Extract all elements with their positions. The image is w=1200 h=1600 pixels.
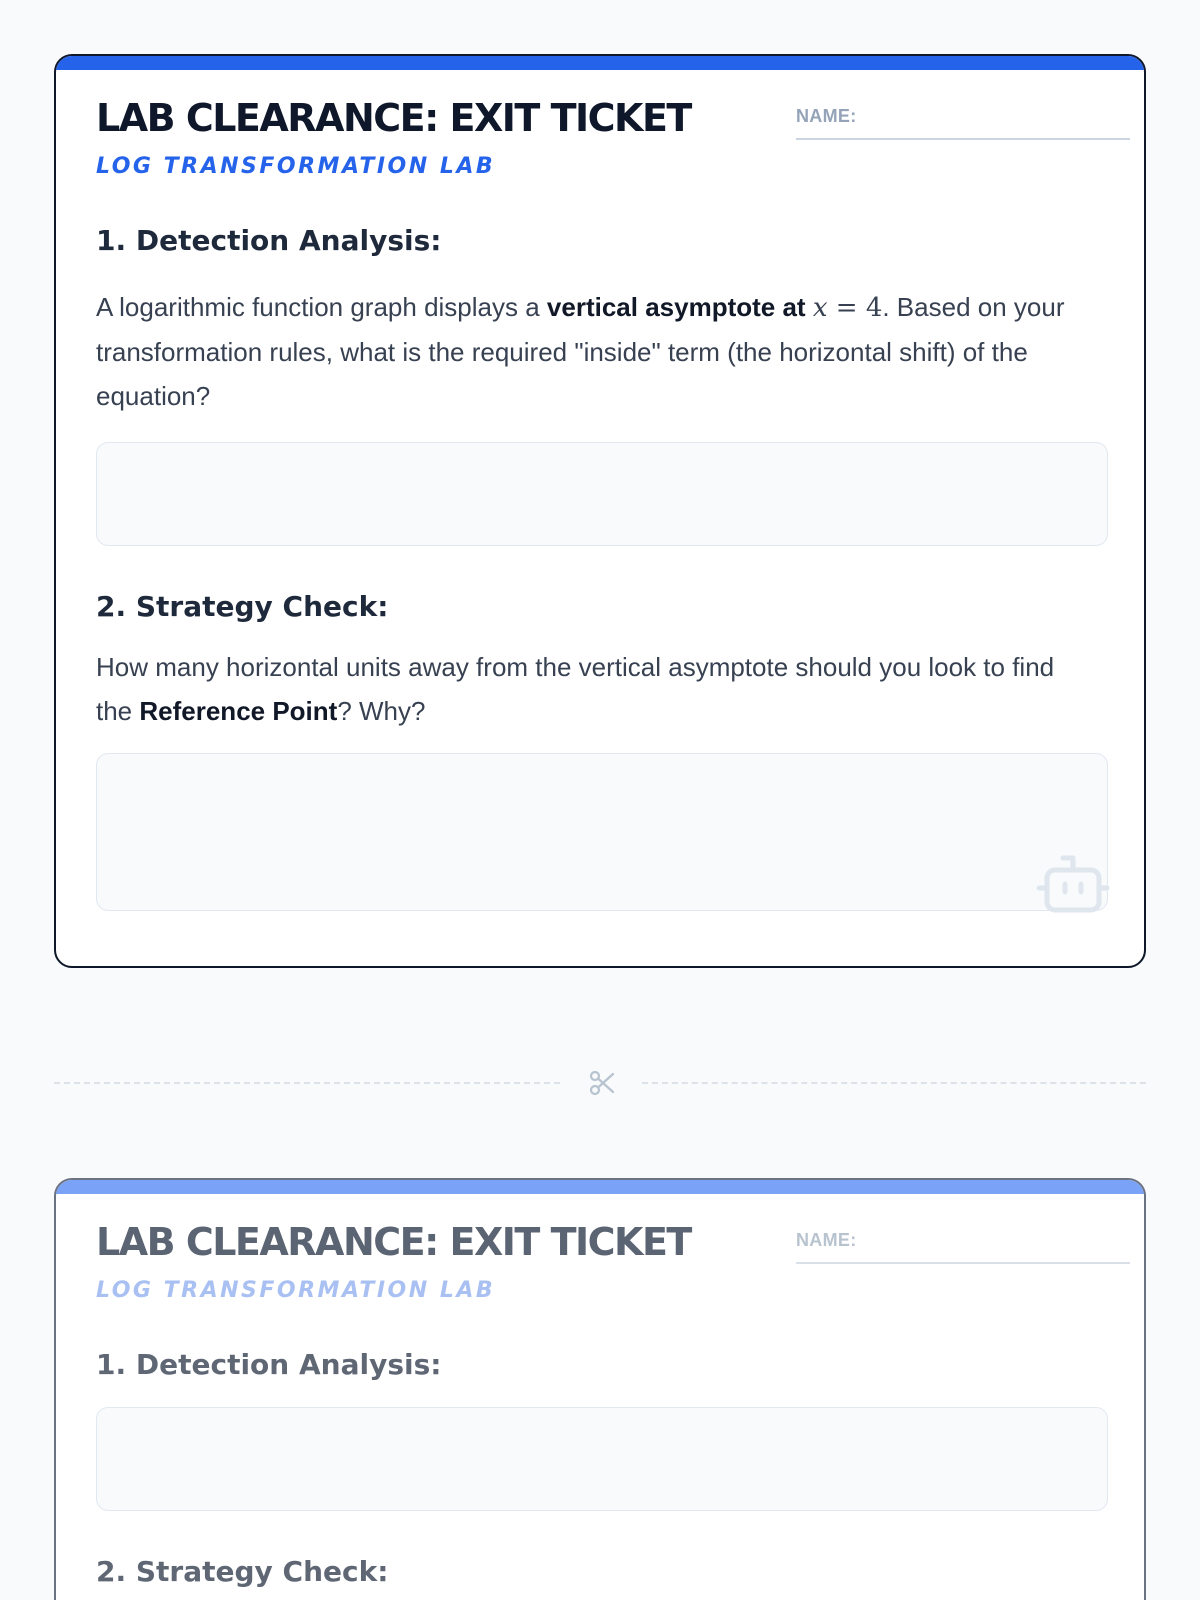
- question-2-emphasis: Reference Point: [139, 696, 338, 726]
- asymptote-equation: [813, 293, 883, 323]
- ticket-header: [96, 1194, 1104, 1310]
- question-2-heading: 2. Strategy Check:: [96, 1555, 389, 1588]
- scissors-icon: [587, 1068, 617, 1098]
- name-field[interactable]: [796, 106, 1130, 140]
- question-1-text-rest: . Based on your transformation rules, what is the required "inside" term (the horizontal shift) of the equation?: [96, 292, 1065, 411]
- question-1-heading: 1. Detection Analysis:: [96, 1348, 442, 1381]
- question-1-text-part: A logarithmic function graph displays a: [96, 292, 547, 322]
- lab-subtitle: LOG TRANSFORMATION LAB: [96, 1278, 496, 1303]
- cut-line-left: [54, 1082, 560, 1086]
- name-label: NAME:: [796, 1230, 857, 1250]
- page-title: LAB CLEARANCE: EXIT TICKET: [96, 1220, 691, 1264]
- question-2-text-part: How many horizontal units away from the vertical asymptote should you look to find the: [96, 652, 1055, 726]
- page-title: LAB CLEARANCE: EXIT TICKET: [96, 96, 691, 140]
- math-value: = 4: [827, 293, 883, 323]
- answer-1-field[interactable]: [96, 1407, 1108, 1511]
- question-2-heading: 2. Strategy Check:: [96, 590, 389, 623]
- lab-subtitle: LOG TRANSFORMATION LAB: [96, 154, 496, 179]
- name-field[interactable]: [796, 1230, 1130, 1264]
- question-2-text: [96, 645, 1096, 733]
- name-label: NAME:: [796, 106, 857, 126]
- answer-2-field[interactable]: [96, 753, 1108, 911]
- ticket-header: [96, 70, 1104, 186]
- exit-ticket-card: [54, 54, 1146, 968]
- question-2-text-rest: ? Why?: [337, 696, 426, 726]
- cut-line-right: [642, 1082, 1146, 1086]
- question-1-emphasis: vertical asymptote at: [546, 292, 806, 322]
- robot-icon: [1035, 852, 1111, 916]
- accent-bar: [56, 1180, 1144, 1194]
- question-1-text: [96, 285, 1096, 418]
- exit-ticket-copy-card: [54, 1178, 1146, 1600]
- answer-1-field[interactable]: [96, 442, 1108, 546]
- math-variable: x: [812, 293, 828, 323]
- accent-bar: [56, 56, 1144, 70]
- question-1-heading: 1. Detection Analysis:: [96, 224, 442, 257]
